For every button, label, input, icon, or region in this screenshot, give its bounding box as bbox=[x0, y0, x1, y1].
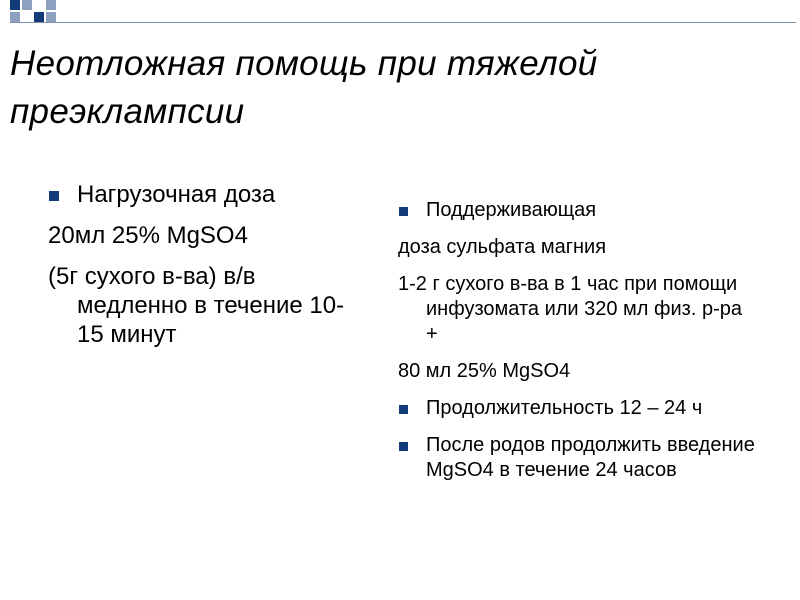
list-item bbox=[398, 396, 758, 421]
square-bullet-icon bbox=[49, 191, 59, 201]
list-item bbox=[398, 359, 758, 384]
list-item bbox=[48, 180, 368, 209]
list-item bbox=[398, 272, 758, 347]
list-item-text: Продолжительность 12 – 24 ч bbox=[426, 397, 703, 419]
deco-square bbox=[22, 0, 32, 10]
list-item bbox=[48, 262, 368, 349]
list-item bbox=[398, 433, 758, 483]
list-item-text: 20мл 25% MgSO4 bbox=[48, 222, 248, 249]
list-item bbox=[398, 235, 758, 260]
list-item-text: 1-2 г сухого в-ва в 1 час при помощи инфузомата или 320 мл физ. р-ра + bbox=[398, 273, 742, 345]
list-item bbox=[398, 198, 758, 223]
left-column bbox=[48, 180, 368, 361]
list-item-text: Поддерживающая bbox=[426, 199, 597, 221]
deco-square bbox=[34, 12, 44, 22]
deco-square bbox=[46, 0, 56, 10]
slide-title: Неотложная помощь при тяжелой преэклампсии bbox=[10, 44, 598, 131]
deco-square bbox=[46, 12, 56, 22]
right-column bbox=[398, 198, 758, 495]
list-item-text: После родов продолжить введение MgSO4 в течение 24 часов bbox=[426, 434, 755, 481]
header-rule bbox=[10, 22, 796, 23]
list-item-text: доза сульфата магния bbox=[398, 236, 607, 258]
deco-square bbox=[10, 0, 20, 10]
list-item bbox=[48, 221, 368, 250]
square-bullet-icon bbox=[399, 442, 408, 451]
square-bullet-icon bbox=[399, 405, 408, 414]
list-item-text: (5г сухого в-ва) в/в медленно в течение 10-15 минут bbox=[48, 263, 345, 348]
list-item-text: Нагрузочная доза bbox=[77, 181, 276, 208]
square-pattern-icon bbox=[0, 0, 70, 32]
list-item-text: 80 мл 25% MgSO4 bbox=[398, 360, 571, 382]
deco-square bbox=[10, 12, 20, 22]
square-bullet-icon bbox=[399, 207, 408, 216]
